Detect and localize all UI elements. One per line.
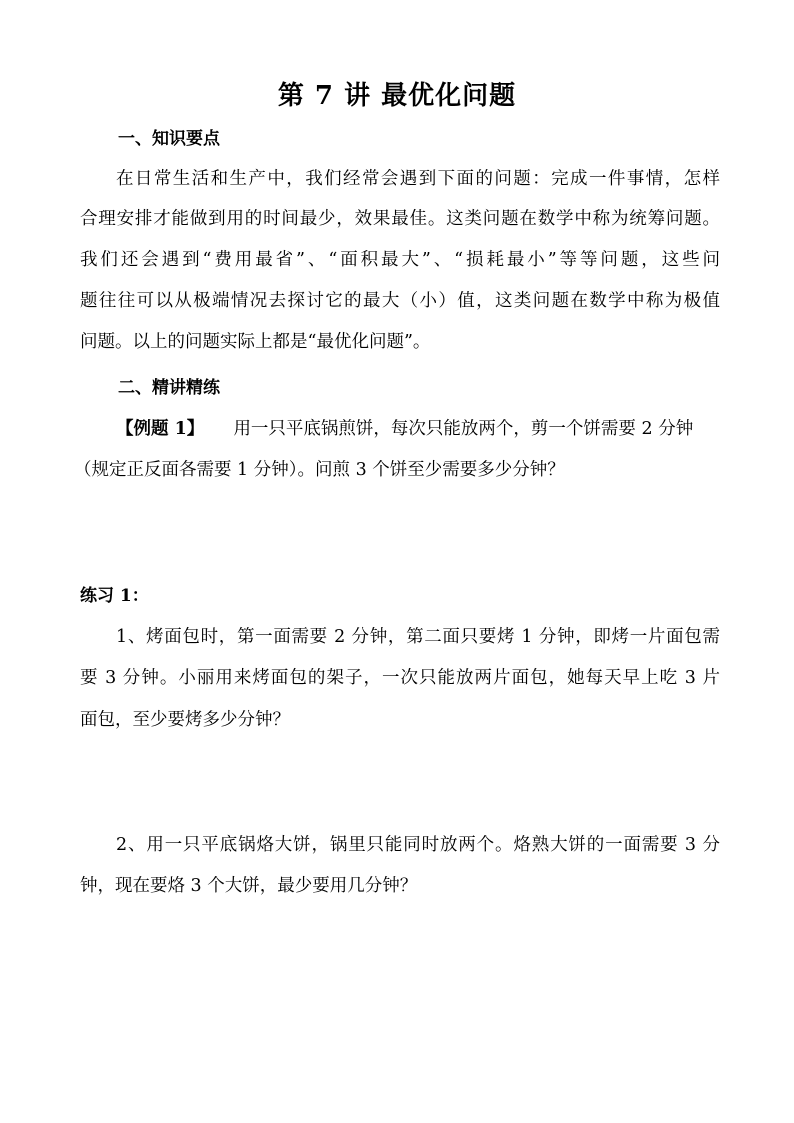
practice-q1-line: 要 3 分钟。小丽用来烤面包的架子，一次只能放两片面包，她每天早上吃 3 片	[80, 668, 720, 688]
section-heading-lecture: 二、精讲精练	[118, 378, 220, 398]
practice-heading: 练习 1：	[80, 586, 149, 606]
section-heading-knowledge: 一、知识要点	[118, 129, 220, 149]
example-1-tag: 【例题 1】	[116, 419, 205, 439]
example-1-line-2: （规定正反面各需要 1 分钟）。问煎 3 个饼至少需要多少分钟？	[74, 460, 565, 480]
page-title: 第 7 讲 最优化问题	[277, 81, 517, 111]
paragraph-line: 在日常生活和生产中，我们经常会遇到下面的问题：完成一件事情，怎样	[116, 169, 720, 189]
example-1-line-1	[116, 416, 720, 442]
practice-q2-line: 钟，现在要烙 3 个大饼，最少要用几分钟？	[80, 876, 418, 896]
example-1-text: 用一只平底锅煎饼，每次只能放两个，剪一个饼需要 2 分钟	[233, 419, 694, 439]
paragraph-line: 问题。以上的问题实际上都是“最优化问题”。	[80, 332, 431, 352]
paragraph-line: 我们还会遇到“费用最省”、“面积最大”、“损耗最小”等等问题，这些问	[80, 250, 720, 270]
paragraph-line: 合理安排才能做到用的时间最少，效果最佳。这类问题在数学中称为统筹问题。	[80, 209, 720, 229]
paragraph-line: 题往往可以从极端情况去探讨它的最大（小）值，这类问题在数学中称为极值	[80, 291, 720, 311]
practice-q1-line: 1、烤面包时，第一面需要 2 分钟，第二面只要烤 1 分钟，即烤一片面包需	[116, 627, 720, 647]
practice-q1-line: 面包，至少要烤多少分钟？	[80, 710, 290, 730]
practice-q2-line: 2、用一只平底锅烙大饼，锅里只能同时放两个。烙熟大饼的一面需要 3 分	[116, 835, 720, 855]
